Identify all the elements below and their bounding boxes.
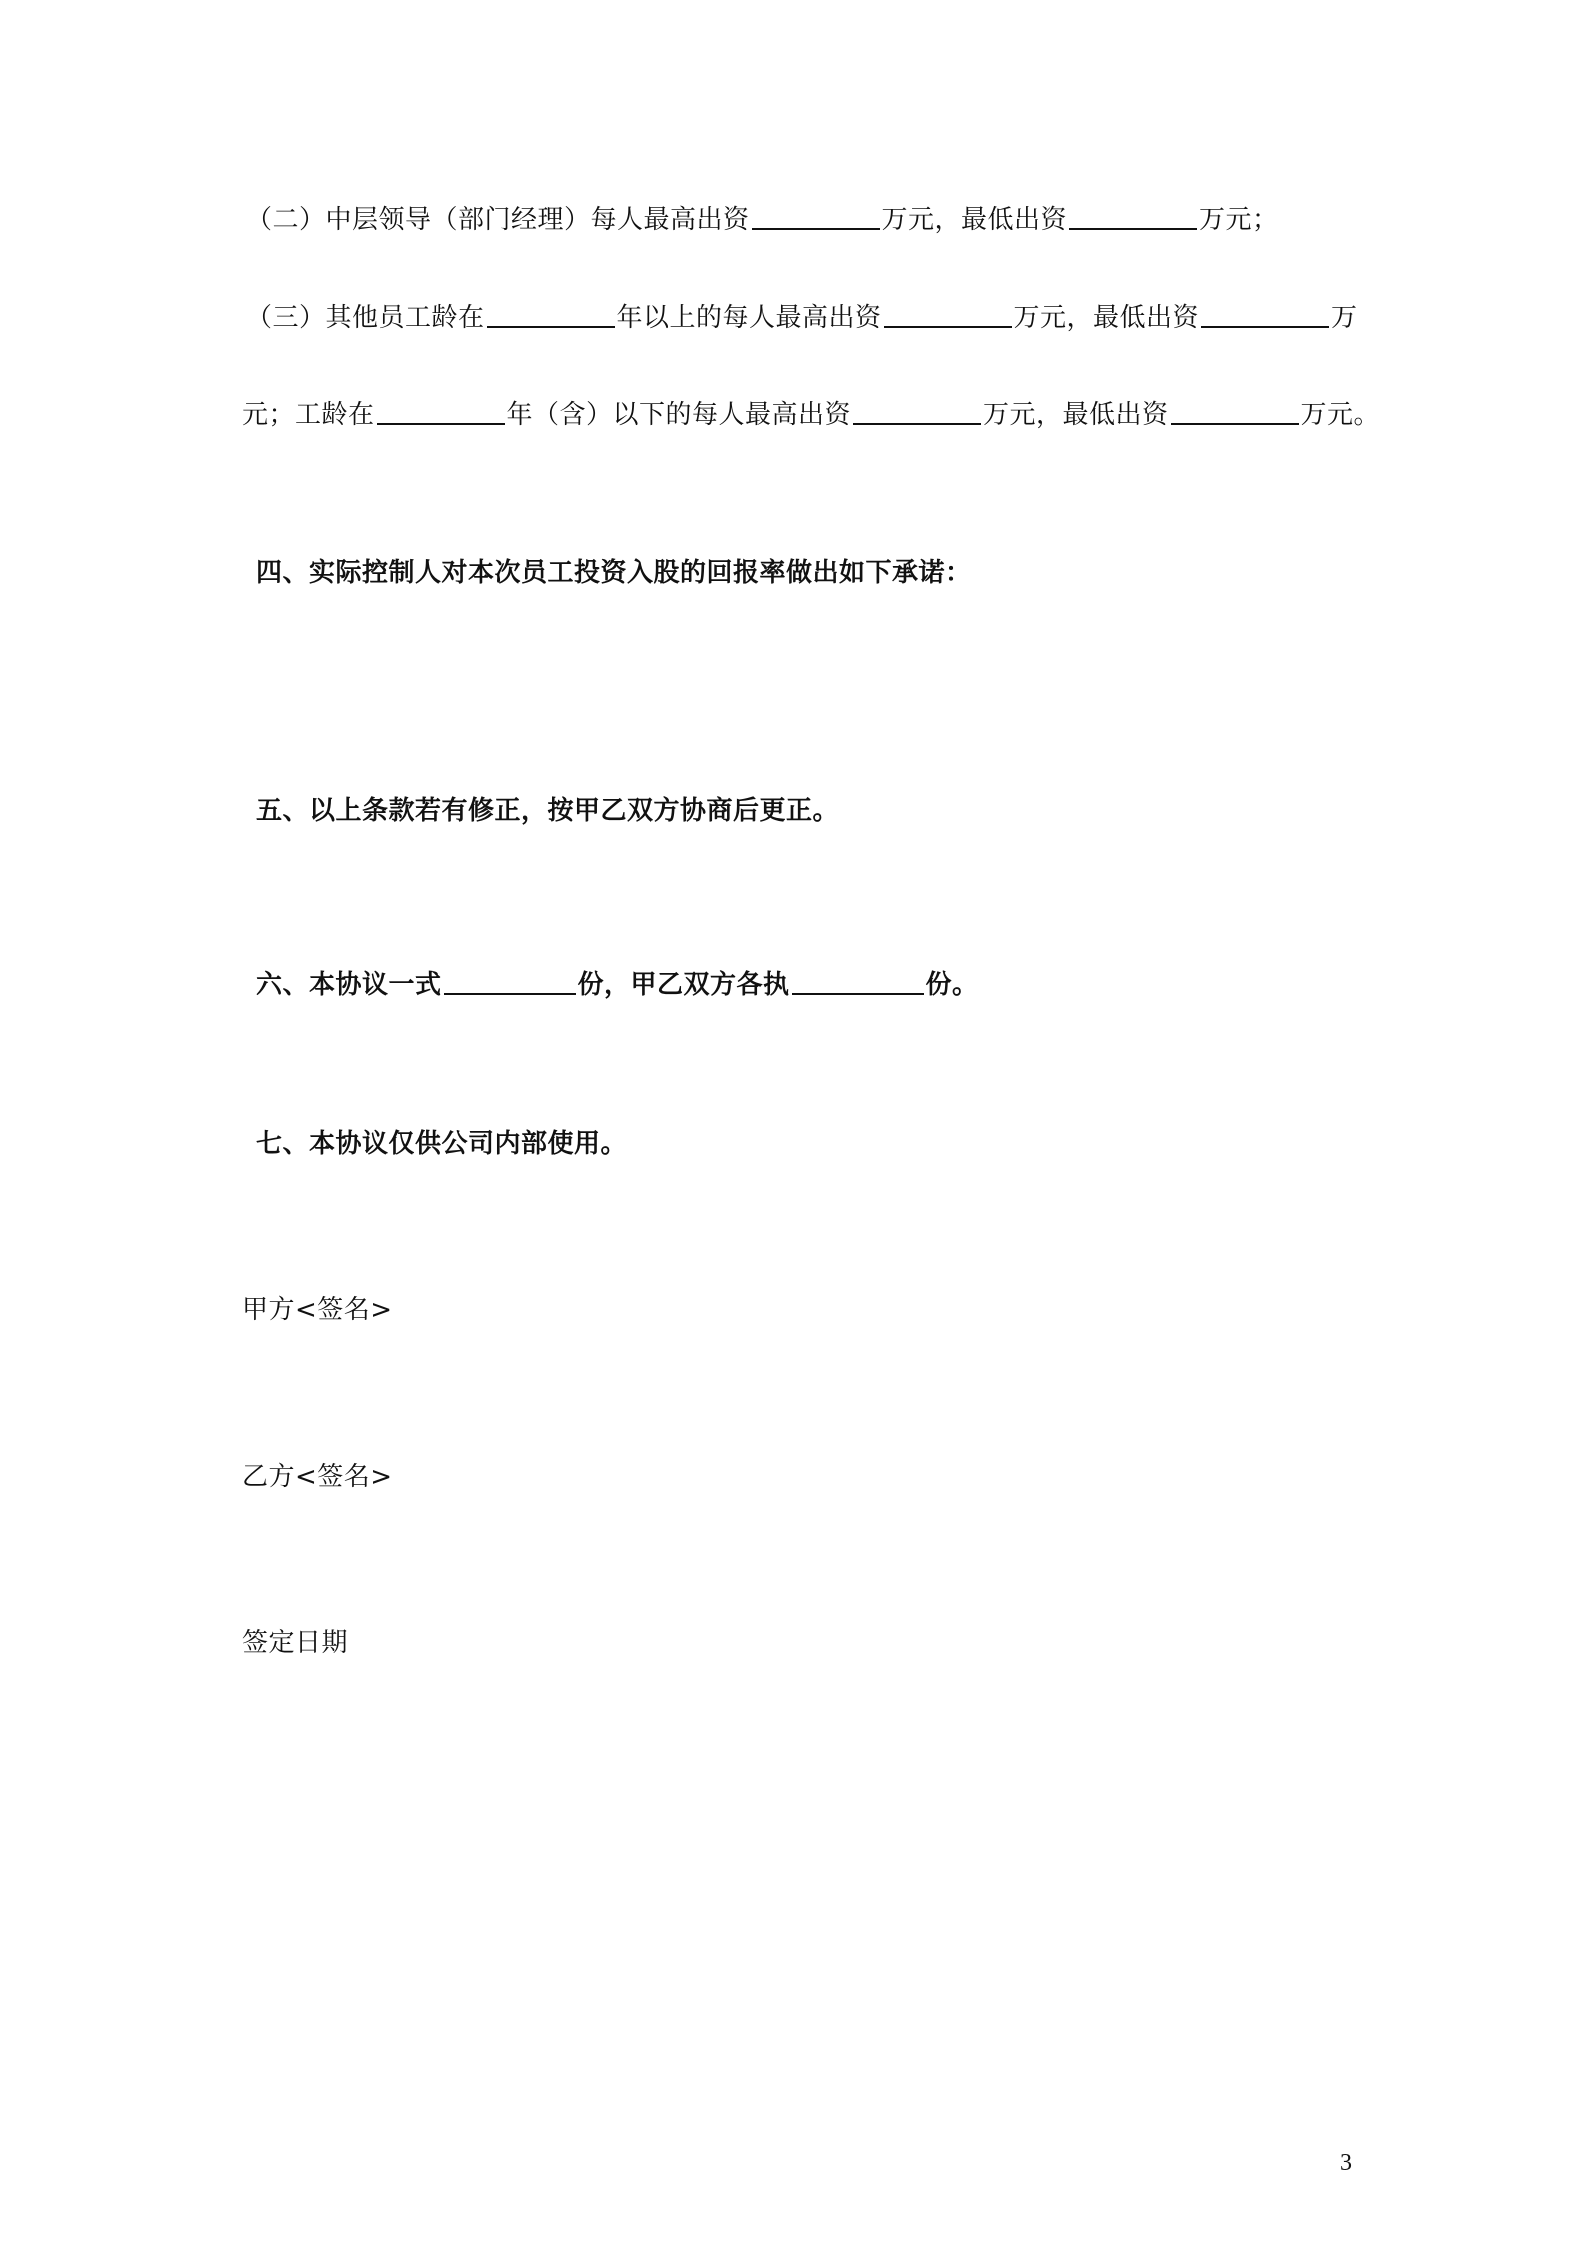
party-a-signature: 甲方<签名> bbox=[242, 1295, 393, 1325]
clause-6-text-a: 六、本协议一式 bbox=[256, 970, 442, 1000]
clause-3-2 bbox=[246, 198, 1279, 238]
seniority-years-blank bbox=[487, 298, 615, 328]
junior-years-blank bbox=[377, 395, 505, 425]
clause-6-text-c: 份。 bbox=[925, 970, 979, 1000]
clause-3-2-text-c: 万元； bbox=[1199, 205, 1279, 235]
junior-min-investment-blank bbox=[1171, 395, 1299, 425]
clause-3-3-text-c: 万元，最低出资 bbox=[1013, 303, 1200, 333]
min-investment-blank bbox=[1069, 200, 1197, 230]
clause-3-3-text-a: （三）其他员工龄在 bbox=[246, 303, 485, 333]
clause-3-3-line-1 bbox=[246, 296, 1358, 336]
clause-3-3-line-2 bbox=[242, 393, 1380, 433]
junior-max-investment-blank bbox=[853, 395, 981, 425]
clause-3-3-line-2-text-b: 年（含）以下的每人最高出资 bbox=[506, 400, 852, 430]
clause-6 bbox=[256, 963, 979, 1003]
senior-min-investment-blank bbox=[1201, 298, 1329, 328]
copies-total-blank bbox=[444, 965, 576, 995]
clause-3-3-line-2-text-d: 万元。 bbox=[1300, 400, 1381, 430]
page-number: 3 bbox=[1340, 2150, 1352, 2176]
clause-6-text-b: 份，甲乙双方各执 bbox=[577, 970, 790, 1000]
clause-5: 五、以上条款若有修正，按甲乙双方协商后更正。 bbox=[256, 796, 840, 826]
clause-7: 七、本协议仅供公司内部使用。 bbox=[256, 1129, 628, 1159]
max-investment-blank bbox=[752, 200, 880, 230]
sign-date: 签定日期 bbox=[242, 1628, 349, 1658]
clause-3-2-text-b: 万元，最低出资 bbox=[881, 205, 1068, 235]
clause-3-2-text-a: （二）中层领导（部门经理）每人最高出资 bbox=[246, 205, 750, 235]
clause-3-3-text-d: 万 bbox=[1331, 303, 1358, 333]
clause-3-3-line-2-text-c: 万元，最低出资 bbox=[983, 400, 1169, 430]
clause-3-3-line-2-text-a: 元；工龄在 bbox=[242, 400, 375, 430]
clause-3-3-text-b: 年以上的每人最高出资 bbox=[616, 303, 882, 333]
senior-max-investment-blank bbox=[884, 298, 1012, 328]
copies-each-blank bbox=[792, 965, 924, 995]
party-b-signature: 乙方<签名> bbox=[242, 1462, 393, 1492]
clause-4: 四、实际控制人对本次员工投资入股的回报率做出如下承诺： bbox=[256, 558, 972, 588]
